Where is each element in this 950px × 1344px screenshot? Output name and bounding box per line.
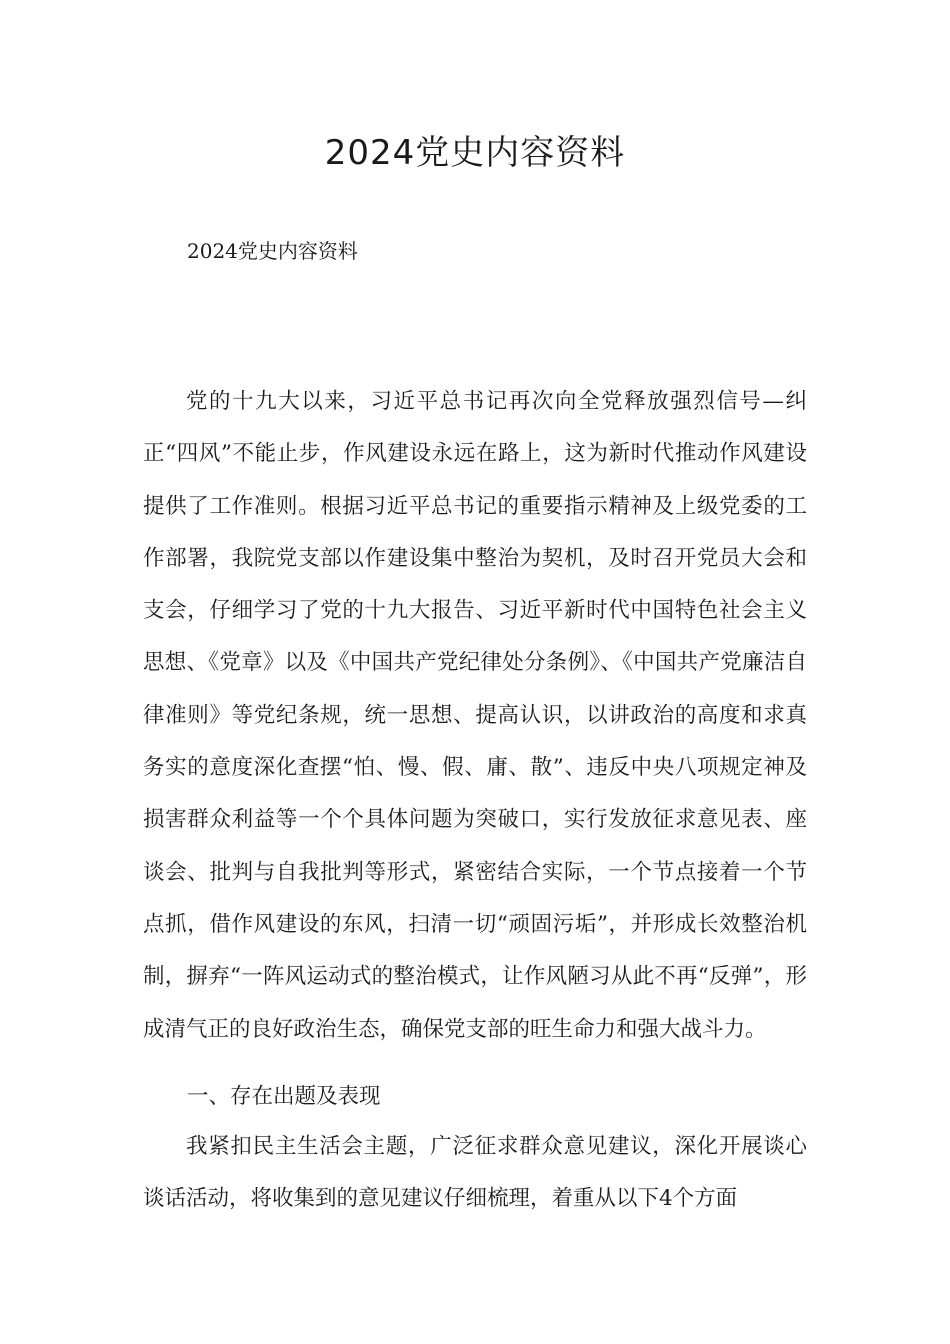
- body-paragraph-intro: 党的十九大以来，习近平总书记再次向全党释放强烈信号—纠正“四风”不能止步，作风建设永远在路上，这为新时代推动作风建设提供了工作准则。根据习近平总书记的重要指示精神及上级党委的工作部署，我院党支部以作建设集中整治为契机，及时召开党员大会和支会，仔细学习了党的十九大报告、习近平新时代中国特色社会主义思想、《党章》以及《中国共产党纪律处分条例》、《中国共产党廉洁自律准则》等党纪条规，统一思想、提高认识，以讲政治的高度和求真务实的意度深化查摆“怕、慢、假、庸、散”、违反中央八项规定神及损害群众利益等一个个具体问题为突破口，实行发放征求意见表、座谈会、批判与自我批判等形式，紧密结合实际，一个节点接着一个节点抓，借作风建设的东风，扫清一切“顽固污垢”，并形成长效整治机制，摒弃“一阵风运动式的整治模式，让作风陋习从此不再“反弹”，形成清气正的良好政治生态，确保党支部的旺生命力和强大战斗力。: [143, 389, 807, 1042]
- section-heading: 一、存在出题及表现: [187, 1084, 381, 1109]
- document-title: 2024党史内容资料: [324, 133, 626, 173]
- body-paragraph-section-1: 我紧扣民主生活会主题，广泛征求群众意见建议，深化开展谈心谈话活动，将收集到的意见建议仔细梳理，着重从以下4个方面: [143, 1134, 807, 1212]
- document-subtitle: 2024党史内容资料: [187, 239, 358, 263]
